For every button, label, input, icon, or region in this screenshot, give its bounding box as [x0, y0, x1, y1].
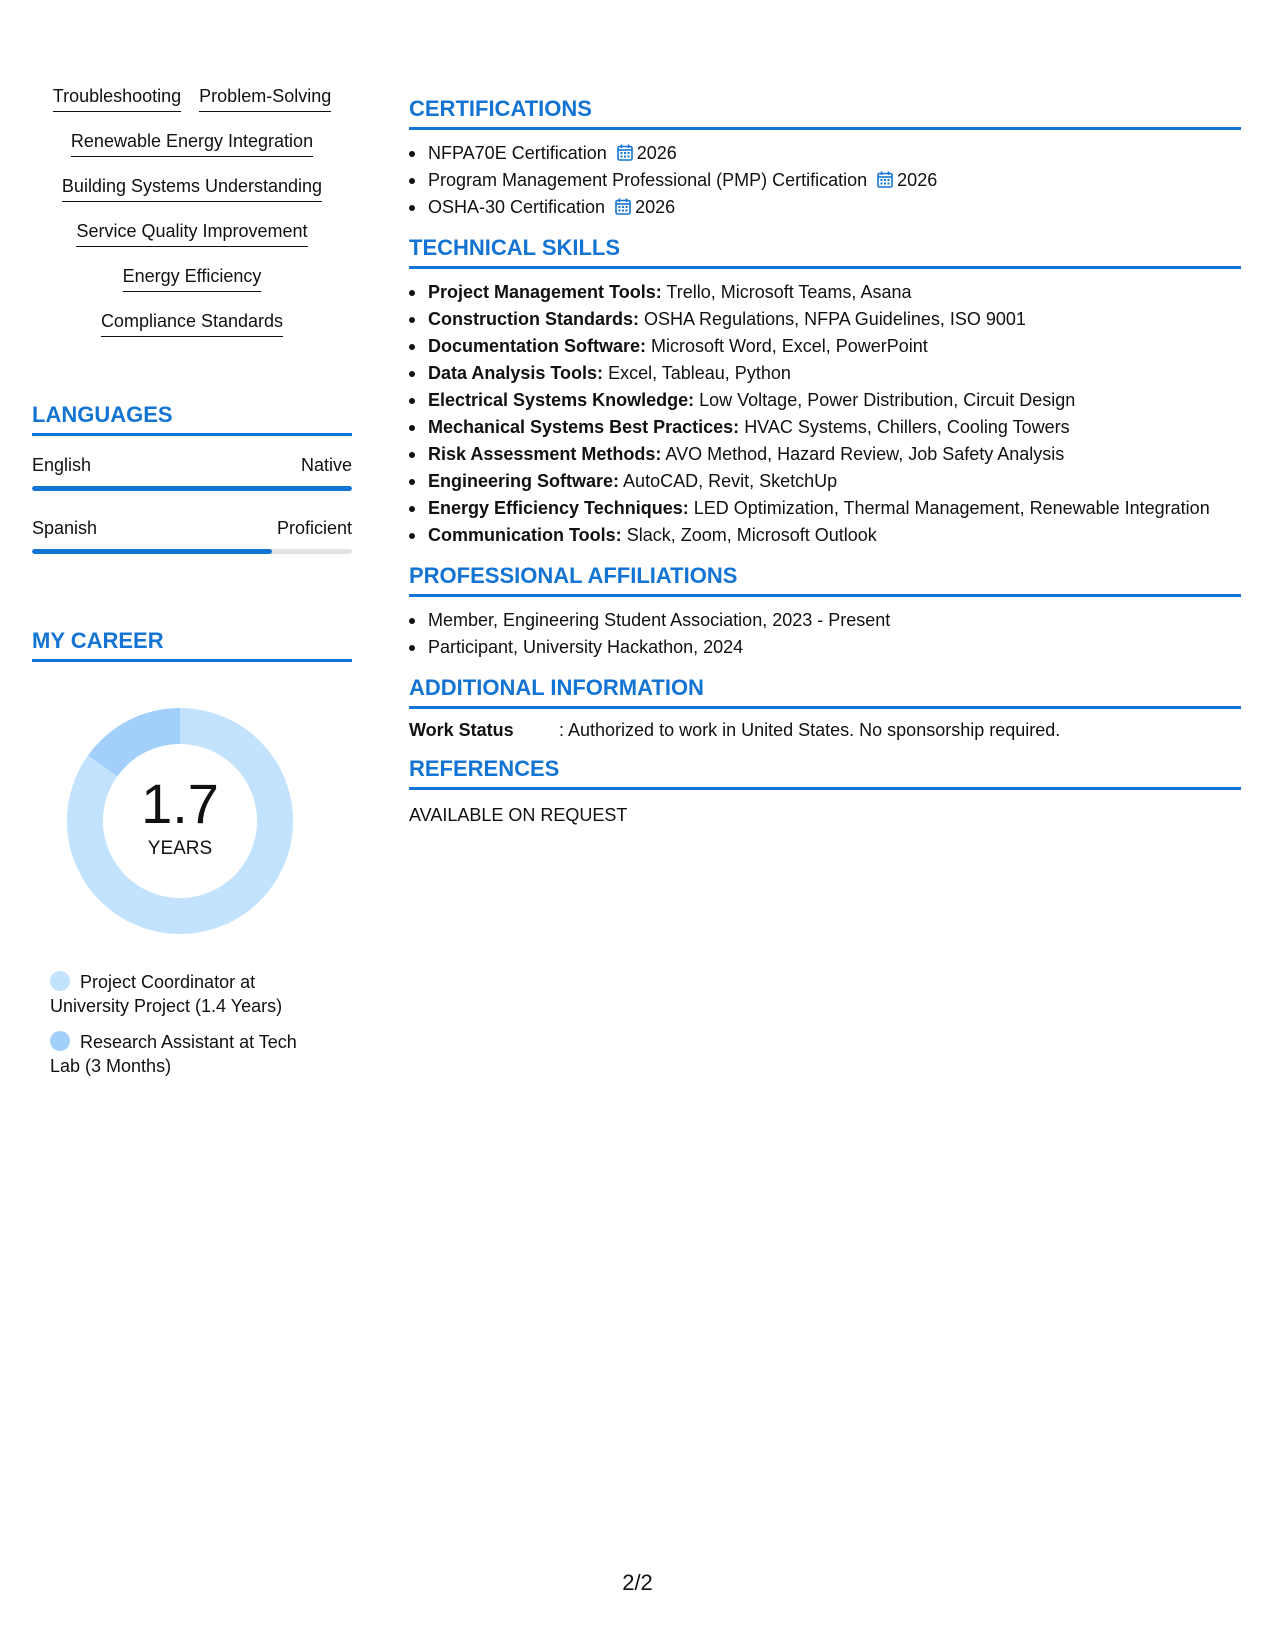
skill-tag: Compliance Standards: [101, 309, 283, 337]
languages-heading: LANGUAGES: [32, 402, 352, 436]
left-column: [32, 84, 352, 1090]
affiliations-heading: PROFESSIONAL AFFILIATIONS: [409, 563, 1241, 597]
career-legend-item: [50, 1030, 312, 1078]
additional-info-heading: ADDITIONAL INFORMATION: [409, 675, 1241, 709]
calendar-icon: [877, 169, 893, 186]
career-legend-label: Research Assistant at Tech Lab (3 Months): [50, 1032, 297, 1076]
language-bar-fill: [32, 486, 352, 491]
language-row: [32, 454, 352, 476]
technical-skill-label: Engineering Software:: [428, 471, 620, 491]
additional-info-section: [409, 675, 1241, 742]
technical-skill-value: Excel, Tableau, Python: [608, 363, 791, 383]
certification-year: 2026: [897, 170, 938, 190]
language-level: Native: [300, 455, 352, 475]
certification-year: 2026: [636, 143, 677, 163]
technical-skill-value: HVAC Systems, Chillers, Cooling Towers: [744, 417, 1070, 437]
skill-tag: Renewable Energy Integration: [71, 129, 313, 157]
work-status-value: : Authorized to work in United States. No sponsorship required.: [559, 720, 1061, 740]
career-legend-label: Project Coordinator at University Project (1.4 Years): [50, 972, 283, 1016]
skill-tag-row: [76, 219, 307, 264]
career-total-value: 1.7: [141, 772, 219, 835]
references-section: [409, 756, 1241, 827]
skill-tag-row: [71, 129, 313, 174]
references-heading: REFERENCES: [409, 756, 1241, 790]
technical-skill-value: OSHA Regulations, NFPA Guidelines, ISO 9001: [644, 309, 1026, 329]
technical-skill-label: Documentation Software:: [428, 336, 647, 356]
language-bar: [32, 486, 352, 491]
certifications-section: [409, 96, 1241, 221]
legend-dot: [50, 1031, 70, 1051]
work-status-row: [409, 718, 1241, 742]
language-item: [32, 454, 352, 491]
skill-tag: Energy Efficiency: [123, 264, 262, 292]
language-item: [32, 517, 352, 554]
affiliations-section: [409, 563, 1241, 661]
technical-skill-value: AutoCAD, Revit, SketchUp: [623, 471, 838, 491]
technical-skills-heading: TECHNICAL SKILLS: [409, 235, 1241, 269]
technical-skill-item: [409, 360, 1241, 387]
technical-skill-value: Slack, Zoom, Microsoft Outlook: [626, 525, 877, 545]
certification-name: NFPA70E Certification: [428, 143, 607, 163]
technical-skill-label: Construction Standards:: [428, 309, 640, 329]
skill-tag-row: [62, 174, 322, 219]
technical-skill-label: Data Analysis Tools:: [428, 363, 604, 383]
certification-name: Program Management Professional (PMP) Certification: [428, 170, 868, 190]
language-name: Spanish: [32, 518, 98, 538]
work-status-label: Work Status: [409, 720, 514, 740]
technical-skill-value: LED Optimization, Thermal Management, Renewable Integration: [693, 498, 1210, 518]
affiliations-list: [409, 607, 1241, 661]
skill-tag: Service Quality Improvement: [76, 219, 307, 247]
technical-skills-section: [409, 235, 1241, 549]
technical-skill-value: AVO Method, Hazard Review, Job Safety Analysis: [665, 444, 1065, 464]
page-number: 2/2: [622, 1570, 653, 1595]
technical-skill-value: Trello, Microsoft Teams, Asana: [666, 282, 912, 302]
skill-tag: Building Systems Understanding: [62, 174, 322, 202]
career-heading: MY CAREER: [32, 628, 352, 662]
technical-skill-label: Electrical Systems Knowledge:: [428, 390, 695, 410]
skill-tag: Troubleshooting: [53, 84, 181, 112]
technical-skill-label: Project Management Tools:: [428, 282, 662, 302]
technical-skill-item: [409, 387, 1241, 414]
affiliation-item: Member, Engineering Student Association, 2023 - Present: [409, 607, 1241, 634]
career-donut-chart: [67, 708, 293, 934]
technical-skill-label: Mechanical Systems Best Practices:: [428, 417, 740, 437]
calendar-icon: [617, 142, 633, 159]
language-name: English: [32, 455, 92, 475]
skill-tag-row: [123, 264, 262, 309]
language-bar: [32, 549, 352, 554]
skill-tag-row: [53, 84, 331, 129]
languages-list: [32, 454, 352, 554]
technical-skill-label: Energy Efficiency Techniques:: [428, 498, 689, 518]
technical-skill-label: Risk Assessment Methods:: [428, 444, 662, 464]
technical-skill-item: [409, 306, 1241, 333]
calendar-icon: [615, 196, 631, 213]
certifications-list: [409, 140, 1241, 221]
career-legend: [32, 970, 312, 1078]
references-text: AVAILABLE ON REQUEST: [409, 805, 628, 825]
technical-skill-item: [409, 468, 1241, 495]
technical-skill-item: [409, 495, 1241, 522]
technical-skill-value: Low Voltage, Power Distribution, Circuit Design: [699, 390, 1076, 410]
technical-skill-label: Communication Tools:: [428, 525, 622, 545]
technical-skills-list: [409, 279, 1241, 549]
skill-tag-row: [101, 309, 283, 354]
technical-skill-item: [409, 441, 1241, 468]
affiliation-item: Participant, University Hackathon, 2024: [409, 634, 1241, 661]
technical-skill-item: [409, 522, 1241, 549]
right-column: [409, 96, 1241, 841]
skill-tags: [32, 84, 352, 354]
skill-tag: Problem-Solving: [199, 84, 331, 112]
language-bar-fill: [32, 549, 272, 554]
certification-year: 2026: [635, 197, 676, 217]
certification-item: [409, 167, 1241, 194]
legend-dot: [50, 971, 70, 991]
technical-skill-item: [409, 333, 1241, 360]
certification-name: OSHA-30 Certification: [428, 197, 606, 217]
career-total-unit: YEARS: [147, 838, 213, 859]
technical-skill-item: [409, 279, 1241, 306]
certifications-heading: CERTIFICATIONS: [409, 96, 1241, 130]
technical-skill-value: Microsoft Word, Excel, PowerPoint: [651, 336, 928, 356]
donut-center: [67, 708, 293, 934]
career-legend-item: [50, 970, 312, 1018]
certification-item: [409, 140, 1241, 167]
technical-skill-item: [409, 414, 1241, 441]
language-level: Proficient: [276, 518, 352, 538]
certification-item: [409, 194, 1241, 221]
language-row: [32, 517, 352, 539]
